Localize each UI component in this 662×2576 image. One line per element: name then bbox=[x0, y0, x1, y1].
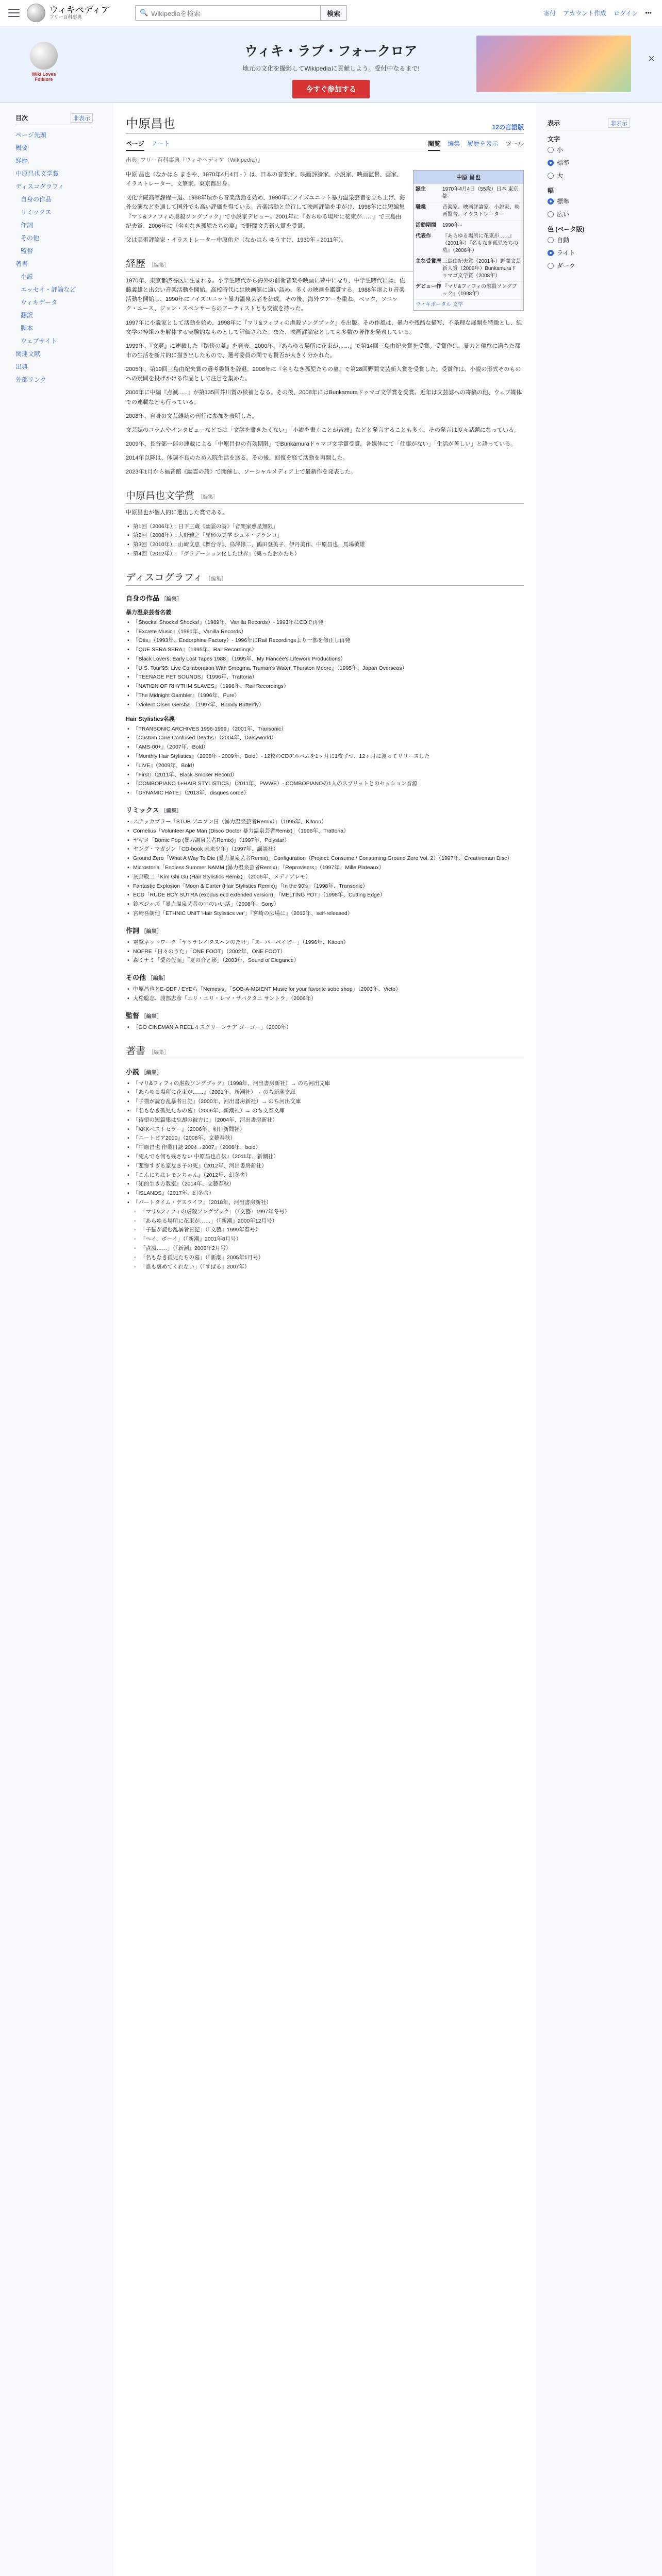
list-item: • 『NATION OF RHYTHM SLAVES』（1996年、Rail Recordings） bbox=[126, 682, 524, 691]
color-option[interactable] bbox=[548, 246, 630, 259]
lyrics-list bbox=[126, 938, 524, 965]
radio-icon bbox=[548, 237, 554, 243]
table-of-contents bbox=[15, 103, 93, 2576]
toc-item[interactable]: 外部リンク bbox=[15, 376, 46, 383]
appearance-panel bbox=[548, 103, 630, 2576]
toc-item[interactable]: ウェブサイト bbox=[21, 337, 57, 345]
list-item: • 第3回（2010年）: 山崎文恵《舞台寺》、鳥澤修二、鶴田登美子、伊丹美作、中原昌也、馬場敏雄 bbox=[126, 540, 524, 549]
option-label: 広い bbox=[557, 211, 570, 218]
toc-item[interactable]: 関連文献 bbox=[15, 350, 41, 358]
list-item: • Microstoria「Endless Summer NAMM (暴力温泉芸者Remix)」『Reprovisers』（1997年、Mille Plateaux） bbox=[126, 863, 524, 872]
novels-list bbox=[126, 1079, 524, 1207]
list-item: • 「GO CINEMANIA REEL 4 スクリーンテア ゴーゴー」（2000年） bbox=[126, 1023, 524, 1032]
career-paragraph: 2005年、第19回三島由紀夫賞の選考委員を辞退。2006年に『名もなき孤児たちの墓』で第28回野間文芸新人賞を受賞した。受賞作は、小説の形式そのものへの疑問を投げかける作品として注目を集めた。 bbox=[126, 366, 521, 382]
list-item: • Ground Zero「What A Way To Die (暴力温泉芸者Remix)」Configuration（Project: Consume / Consuming Ground Zero Vol. 2）（1997年、Creativeman Disc） bbox=[126, 854, 524, 863]
infobox-value: 三島由紀夫賞（2001年）野間文芸新人賞（2006年）Bunkamuraドゥマゴ文学賞（2008年） bbox=[442, 259, 521, 279]
toc-title: 目次 bbox=[15, 114, 28, 122]
logo-subtitle: フリー百科事典 bbox=[49, 14, 82, 20]
list-item: • 電撃ネットワーク「ヤッテレイタスパンのたけ」「スーパーベイビー」（1996年、Kitoon） bbox=[126, 938, 524, 947]
list-item: • 『こんにちはレモンちゃん』（2012年、幻冬舎） bbox=[126, 1171, 524, 1180]
list-item: • 『TRANSONIC ARCHIVES 1996-1999』（2001年、Transonic） bbox=[126, 725, 524, 734]
banner-logo-label: Wiki Loves Folklore bbox=[31, 72, 56, 82]
article-content bbox=[113, 103, 536, 2576]
list-item: • 鈴木ジャズ「暴力温泉芸者の中のいい話」（2008年、Sony） bbox=[126, 900, 524, 909]
other-list bbox=[126, 985, 524, 1003]
color-label: 色 (ベータ版) bbox=[548, 226, 585, 233]
more-options-icon[interactable]: ••• bbox=[645, 9, 652, 16]
intro-paragraph: 父は美術評論家・イラストレーター中原佑介（なかはら ゆうすけ、1930年 - 2011年）。 bbox=[126, 236, 347, 243]
list-item: ◦ 「誰も褒めてくれない」（『すばる』2007年） bbox=[126, 1263, 524, 1272]
infobox bbox=[413, 170, 524, 311]
subsection-novels bbox=[126, 1066, 524, 1076]
lyrics-heading-text: 作詞 bbox=[126, 926, 140, 935]
radio-selected-icon bbox=[548, 160, 554, 166]
tab-read[interactable]: 閲覧 bbox=[428, 137, 440, 151]
join-now-button[interactable]: 今すぐ参加する bbox=[292, 80, 370, 98]
toc-item[interactable]: エッセイ・評論など bbox=[21, 286, 76, 293]
edit-link[interactable]: ［編集］ bbox=[141, 1070, 162, 1076]
career-paragraph: 2023年1月から福音館《幽霊の詩》で開催し、ソーシャルメディア上で最新作を発表した。 bbox=[126, 469, 356, 476]
text-size-option[interactable] bbox=[548, 169, 630, 182]
subsection-own-works bbox=[126, 593, 524, 603]
toc-item[interactable]: 小説 bbox=[21, 273, 34, 280]
width-option[interactable] bbox=[548, 208, 630, 221]
intro-paragraph: 文化学院高等課程中退。1988年頃から音楽活動を始め、1990年にノイズユニット暴力温泉芸者を立ち上げ、海外公演などを通して国外でも高い評価を得ている。音楽活動と並行して映画評論を手がけ、1998年には短編集『マリ&フィフィの虐殺ソングブック』で小説家デビュー。2001年に『あらゆる場所に花束が……』で三島由紀夫賞、2006年に『名もなき孤児たちの墓』で野間文芸新人賞を受賞。 bbox=[126, 195, 405, 229]
edit-link[interactable]: ［編集］ bbox=[148, 1049, 170, 1056]
radio-icon bbox=[548, 147, 554, 153]
list-item: • 『Otis』（1993年、Endorphine Factory）- 1996年にRail Recordingsより一部を修正し再発 bbox=[126, 636, 524, 645]
toc-item[interactable]: 著書 bbox=[15, 260, 28, 267]
site-header bbox=[0, 0, 662, 26]
list-item: • 『DYNAMIC HATE』（2013年、disques corde） bbox=[126, 789, 524, 798]
prize-heading-text: 中原昌也文学賞 bbox=[126, 490, 195, 502]
list-item: • 『TEENAGE PET SOUNDS』（1996年、Trattoria） bbox=[126, 673, 524, 682]
own-works-heading-text: 自身の作品 bbox=[126, 594, 160, 602]
page-title: 中原昌也 bbox=[126, 116, 175, 131]
infobox-value: 1990年 - bbox=[442, 223, 462, 228]
language-button[interactable]: 12の言語版 bbox=[492, 124, 524, 131]
list-item: • Cornelius「Volunteer Ape Man (Disco Doctor 暴力温泉芸者Remix)」（1996年、Trattoria） bbox=[126, 827, 524, 836]
radio-icon bbox=[548, 173, 554, 179]
toc-item[interactable]: 中原昌也文学賞 bbox=[15, 170, 59, 177]
list-item: • 『Monthly Hair Stylistics』（2008年 - 2009年、Bold）- 12枚のCDアルバムを1ヶ月に1枚ずつ、12ヶ月に渡ってリリースした bbox=[126, 752, 524, 761]
list-item: • ヤギメ「Bomic Pop (暴力温泉芸者Remix)」（1997年、Polystar） bbox=[126, 836, 524, 845]
director-list bbox=[126, 1023, 524, 1032]
own-works-list bbox=[126, 618, 524, 709]
campaign-banner bbox=[0, 26, 662, 103]
subsection-other bbox=[126, 972, 524, 982]
career-heading-text: 経歴 bbox=[126, 258, 146, 269]
search-icon: 🔍 bbox=[140, 9, 148, 16]
login-link[interactable]: ログイン bbox=[613, 9, 638, 17]
close-icon[interactable]: × bbox=[648, 52, 655, 65]
list-item: • Fantastic Explosion「Moon & Carter (Hair Stylistics Remix)」『In the 90's』（1998年、Transonic） bbox=[126, 882, 524, 891]
edit-link[interactable]: ［編集］ bbox=[161, 808, 182, 815]
radio-icon bbox=[548, 211, 554, 217]
search-placeholder: Wikipediaを検索 bbox=[151, 9, 201, 18]
subsection-remix bbox=[126, 805, 524, 815]
director-heading-text: 監督 bbox=[126, 1011, 140, 1020]
option-label: 標準 bbox=[557, 198, 570, 205]
toc-item[interactable]: 自身の作品 bbox=[21, 196, 52, 203]
subsection-lyrics bbox=[126, 925, 524, 935]
list-item: • 『The Midnight Gambler』（1996年、Pure） bbox=[126, 691, 524, 700]
infobox-header: 中原 昌也 bbox=[413, 171, 523, 184]
list-item: • 『知的生き方教室』（2014年、文藝春秋） bbox=[126, 1180, 524, 1189]
search-input[interactable] bbox=[135, 5, 321, 21]
list-item: • 『あらゆる場所に花束が……』（2001年、新潮社）→ のち新潮文庫 bbox=[126, 1088, 524, 1097]
list-item: • 『ISLANDS』（2017年、幻冬舎） bbox=[126, 1189, 524, 1198]
list-item: • 灰野敬二「Kim Ghi Gu (Hair Stylistics Remix)」（2006年、メディアレモ） bbox=[126, 873, 524, 882]
option-label: 自動 bbox=[557, 236, 570, 244]
career-paragraph: 2008年、自身の文芸雑誌の刊行に参加を表明した。 bbox=[126, 413, 258, 419]
list-item: • 『Black Lovers: Early Lost Tapes 1988』（1995年、My Fiancée's Lifework Productions） bbox=[126, 655, 524, 664]
edit-link[interactable]: ［編集］ bbox=[141, 928, 162, 935]
subsection-director bbox=[126, 1010, 524, 1020]
appearance-hide-button[interactable]: 非表示 bbox=[608, 118, 630, 128]
list-item: • 森ミナミ「愛の仮面」「夏の音と影」（2003年、Sound of Elegance） bbox=[126, 956, 524, 965]
toc-item[interactable]: 作詞 bbox=[21, 222, 34, 229]
page-tabs bbox=[126, 137, 524, 151]
edit-link[interactable]: ［編集］ bbox=[141, 1013, 162, 1020]
tab-history[interactable]: 履歴を表示 bbox=[467, 140, 499, 147]
remix-heading-text: リミックス bbox=[126, 806, 159, 815]
appearance-title: 表示 bbox=[548, 120, 560, 127]
infobox-value: 『マリ&フィフィの虐殺ソングブック』（1998年） bbox=[442, 284, 517, 297]
list-item: • 『名もなき孤児たちの墓』（2006年、新潮社）→ のち文春文庫 bbox=[126, 1107, 524, 1115]
toc-item[interactable]: ウィキデータ bbox=[21, 299, 58, 306]
toc-item[interactable]: 経歴 bbox=[15, 157, 28, 164]
novel-sublist bbox=[126, 1208, 524, 1272]
list-item: • 『Custom Cure Confused Deaths』（2004年、Daisyworld） bbox=[126, 734, 524, 742]
list-item: ◦ 「名もなき孤児たちの墓」（『新潮』2005年1月号） bbox=[126, 1253, 524, 1262]
list-item: • ヤング・マガジン「CD-book 未来少年」（1997年、講談社） bbox=[126, 845, 524, 854]
prize-intro: 中原昌也が個人的に選出した賞である。 bbox=[126, 510, 228, 516]
toc-item[interactable]: 翻訳 bbox=[21, 312, 34, 319]
tab-article[interactable]: ページ bbox=[126, 137, 144, 151]
list-item: • 『LIVE』（2009年、Bold） bbox=[126, 761, 524, 770]
section-heading-books bbox=[126, 1043, 524, 1059]
color-option[interactable] bbox=[548, 259, 630, 272]
list-item: • ECD「RUDE BOY SUTRA (exodus ecd extended version)」『MELTING POT』（1998年、Cutting Edge） bbox=[126, 891, 524, 900]
hair-stylistics-subheading: Hair Stylistics名義 bbox=[126, 716, 175, 722]
list-item: • 第2回（2008年）: 大野雅之「異形の美学 ジュネ・ブランコ」 bbox=[126, 531, 524, 540]
list-item: • 『待望の短篇集は忘却の彼方に』（2004年、河出書房新社） bbox=[126, 1116, 524, 1125]
infobox-value: 1970年4月4日（55歳）日本 東京都 bbox=[442, 187, 519, 199]
create-account-link[interactable]: アカウント作成 bbox=[563, 9, 606, 17]
list-item: • 第1回（2006年）: 日下三蔵《幽霊の詩》「音楽家惑星無限」 bbox=[126, 522, 524, 531]
list-item: • 宮崎吾朗他「ETHNIC UNIT 'Hair Stylistics ver'」『宮崎の広場に』（2012年、self-released） bbox=[126, 909, 524, 918]
list-item: • 『Shocks! Shocks! Shocks!』（1989年、Vanilla Records）- 1993年にCDで再発 bbox=[126, 618, 524, 627]
donate-link[interactable]: 寄付 bbox=[543, 9, 556, 17]
infobox-key: 主な受賞歴 bbox=[416, 259, 441, 264]
edit-link[interactable]: ［編集］ bbox=[197, 495, 219, 501]
section-heading-discography bbox=[126, 570, 524, 586]
banner-logo bbox=[26, 42, 62, 88]
prize-list bbox=[126, 522, 524, 558]
career-paragraph: 1999年、『文藝』に連載した『路傍の墓』を発表。2000年、『あらゆる場所に花束が……』で第14回三島由紀夫賞を受賞。受賞作は、暴力と倦怠に満ちた都市の生活を断片的に描き出したもので、選考委員の間でも賛否が大きく分かれた。 bbox=[126, 343, 521, 359]
toc-item[interactable]: 脚本 bbox=[21, 325, 34, 332]
radio-icon bbox=[548, 263, 554, 269]
option-label: ダーク bbox=[557, 262, 576, 269]
list-item: • 『KKKベストセラー』（2006年、朝日新聞社） bbox=[126, 1125, 524, 1134]
tab-talk[interactable]: ノート bbox=[151, 140, 170, 147]
radio-selected-icon bbox=[548, 250, 554, 256]
tab-tools[interactable]: ツール bbox=[505, 140, 524, 147]
width-label: 幅 bbox=[548, 187, 554, 194]
list-item: • 『悲惨すぎる家なき子の死』（2012年、河出書房新社） bbox=[126, 1162, 524, 1171]
edit-link[interactable]: ［編集］ bbox=[147, 976, 169, 982]
career-paragraph: 2014年以降は、体調不良のため入院生活を送る。その後、回復を経て活動を再開した。 bbox=[126, 455, 349, 462]
toc-item[interactable]: ディスコグラフィ bbox=[15, 183, 64, 190]
list-item: • 『子猫が読む乱暴者日記』（2000年、河出書房新社）→ のち河出文庫 bbox=[126, 1097, 524, 1106]
own-works-subheading: 暴力温泉芸者名義 bbox=[126, 609, 171, 616]
banner-photo bbox=[476, 36, 631, 92]
list-item: • 『Violent Olsen Gersha』（1997年、Bloody Butterfly） bbox=[126, 701, 524, 709]
folklore-globe-icon bbox=[30, 42, 58, 70]
edit-link[interactable]: ［編集］ bbox=[206, 576, 227, 582]
discography-heading-text: ディスコグラフィ bbox=[126, 571, 203, 583]
infobox-key: 誕生 bbox=[416, 187, 426, 192]
list-item: • 『ニートピア2010』（2008年、文藝春秋） bbox=[126, 1134, 524, 1143]
list-item: ◦ 「あらゆる場所に花束が……」（『新潮』2000年12月号） bbox=[126, 1217, 524, 1226]
toc-item[interactable]: ページ先頭 bbox=[15, 131, 46, 139]
logo-title: ウィキペディア bbox=[49, 5, 110, 15]
list-item: ◦ 「子猫が読む乱暴者日記」（『文藝』1999年春号） bbox=[126, 1226, 524, 1234]
list-item: • 『死んでも何も残さない 中原昌也自伝』（2011年、新潮社） bbox=[126, 1153, 524, 1161]
career-paragraph: 文芸誌のコラムやインタビューなどでは「文学を書きたくない」「小説を書くことが苦痛」などと発言することも多く、その発言は度々話題になっている。 bbox=[126, 427, 520, 433]
career-paragraph: 1970年、東京都渋谷区に生まれる。小学生時代から海外の前衛音楽や映画に夢中になり、中学生時代には、佐藤義雄と出会い音楽活動を開始。高校時代には映画館に通い詰め、多くの映画を鑑賞する。1988年頃より音楽活動を開始し、1990年にノイズユニット暴力温泉芸者を結成。その後、海外ツアーを重ね、ベック、ソニック・ユース、ジョン・スペンサーらのアーティストとも交流を持った。 bbox=[126, 277, 405, 312]
color-option[interactable] bbox=[548, 233, 630, 246]
option-label: 大 bbox=[557, 172, 564, 179]
list-item: • 第4回（2012年）: 『グラデーション化した世界』（集ったおかたち） bbox=[126, 550, 524, 558]
list-item: • 『Excrete Music』（1991年、Vanilla Records） bbox=[126, 628, 524, 636]
books-heading-text: 著書 bbox=[126, 1045, 146, 1057]
radio-selected-icon bbox=[548, 198, 554, 205]
list-item: • 『First』（2011年、Black Smoker Record） bbox=[126, 771, 524, 779]
toc-item[interactable]: 監督 bbox=[21, 247, 34, 255]
other-heading-text: その他 bbox=[126, 974, 146, 982]
infobox-value: 『あらゆる場所に花束が……』（2001年）『名もなき孤児たちの墓』（2006年） bbox=[442, 233, 519, 253]
list-item: • 『中原昌也 作業日誌 2004→2007』（2008年、boid） bbox=[126, 1143, 524, 1152]
list-item: ◦ 「マリ&フィフィの虐殺ソングブック」（『文藝』1997年冬号） bbox=[126, 1208, 524, 1216]
list-item: • 『マリ&フィフィの虐殺ソングブック』（1998年、河出書房新社）→ のち河出文庫 bbox=[126, 1079, 524, 1088]
text-size-label: 文字 bbox=[548, 135, 560, 143]
infobox-value: 音楽家、映画評論家、小説家、映画監督、イラストレーター bbox=[442, 205, 520, 217]
toc-hide-button[interactable]: 非表示 bbox=[71, 113, 93, 123]
user-links bbox=[543, 9, 652, 18]
toc-item[interactable]: リミックス bbox=[21, 209, 52, 216]
text-size-option[interactable] bbox=[548, 156, 630, 169]
list-item: • 『パートタイム・デスライフ』（2018年、河出書房新社） bbox=[126, 1198, 524, 1207]
list-item: • 『COMBOPIANO 1+HAIR STYLISTICS』（2011年、PWWE）- COMBOPIANOの1人のスプリットとのセッション音源 bbox=[126, 779, 524, 788]
site-logo[interactable] bbox=[27, 4, 130, 22]
banner-subtitle: 地元の文化を撮影してWikipediaに貢献しよう。受付中なるまで! bbox=[242, 65, 420, 72]
hair-works-list bbox=[126, 725, 524, 798]
toc-item[interactable]: その他 bbox=[21, 234, 40, 242]
remix-list bbox=[126, 818, 524, 918]
career-paragraph: 2009年、長谷部一郎の連載による「中原昌也の有効期限」でBunkamuraドゥマゴ文学賞受賞。各媒体にて「仕事がない」「生活が苦しい」と語っている。 bbox=[126, 440, 516, 447]
infobox-key: 代表作 bbox=[416, 233, 431, 239]
edit-link[interactable]: ［編集］ bbox=[148, 262, 170, 268]
list-item: • 大松聡志、渡部忠彦「エリ・エリ・レマ・サバクタニ サントラ」（2006年） bbox=[126, 994, 524, 1003]
portal-link[interactable]: ウィキポータル 文学 bbox=[416, 302, 464, 308]
edit-link[interactable]: ［編集］ bbox=[161, 596, 182, 602]
novels-heading-text: 小説 bbox=[126, 1067, 140, 1076]
list-item: ◦ 「点滅……」（『新潮』2006年2月号） bbox=[126, 1244, 524, 1253]
width-option[interactable] bbox=[548, 195, 630, 208]
list-item: • 『AMS-00+』（2007年、Bold） bbox=[126, 743, 524, 752]
search-form bbox=[135, 5, 347, 21]
infobox-key: 職業 bbox=[416, 205, 426, 210]
option-label: ライト bbox=[557, 249, 575, 257]
wikipedia-globe-icon bbox=[27, 4, 45, 22]
list-item: • 『QUE SERA SERA』（1995年、Rail Recordings） bbox=[126, 646, 524, 654]
text-size-option[interactable] bbox=[548, 143, 630, 156]
list-item: • 『U.S. Tour'95: Live Collaboration With Smegma, Truman's Water, Thurston Moore』（1995年、Japan Overseas） bbox=[126, 664, 524, 673]
option-label: 小 bbox=[557, 146, 564, 154]
option-label: 標準 bbox=[557, 159, 570, 166]
source-note: 出典: フリー百科事典『ウィキペディア（Wikipedia）』 bbox=[126, 157, 263, 163]
list-item: • NOFRE「日々のうた」「ONE FOOT」（2002年、ONE FOOT） bbox=[126, 947, 524, 956]
section-heading-prize bbox=[126, 488, 524, 504]
search-button[interactable]: 検索 bbox=[321, 5, 347, 21]
toc-item[interactable]: 出典 bbox=[15, 363, 28, 370]
main-menu-icon[interactable] bbox=[8, 9, 20, 17]
career-paragraph: 1997年に小説家として活動を始め、1998年に『マリ&フィフィの虐殺ソングブック』を出版。その作風は、暴力や残酷な描写、不条理な展開を特徴とし、純文学の枠組みを解体する実験的なものとして評価された。また、映画評論家としても多数の著作を発表している。 bbox=[126, 319, 522, 335]
list-item: • ステッカブラー「STUB アニソン日（暴力温泉芸者Remix）」（1995年、Kitoon） bbox=[126, 818, 524, 826]
toc-item[interactable]: 概要 bbox=[15, 144, 28, 151]
infobox-key: 活動期間 bbox=[416, 223, 436, 228]
list-item: ◦ 「ヘイ、ボーイ」（『新潮』2001年8月号） bbox=[126, 1235, 524, 1244]
banner-title: ウィキ・ラブ・フォークロア bbox=[244, 43, 418, 59]
tab-edit[interactable]: 編集 bbox=[448, 140, 460, 147]
infobox-key: デビュー作 bbox=[416, 284, 441, 290]
career-paragraph: 2006年に中編『点滅......』が第135回芥川賞の候補となる。その後、2008年にはBunkamuraドゥマゴ文学賞を受賞。近年は文芸誌への寄稿の他、ウェブ媒体での連載なども行っている。 bbox=[126, 389, 522, 405]
list-item: • 中原昌也とE-ODF / EYEら「Nemesis」「SOB-A-MBIENT Music for your favorite sobe shop」（2003年、Victo） bbox=[126, 985, 524, 994]
intro-paragraph: 中原 昌也（なかはら まさや、1970年4月4日 - ）は、日本の音楽家、映画評論家、小説家、映画監督、画家、イラストレーター、文筆家。東京都出身。 bbox=[126, 172, 403, 188]
